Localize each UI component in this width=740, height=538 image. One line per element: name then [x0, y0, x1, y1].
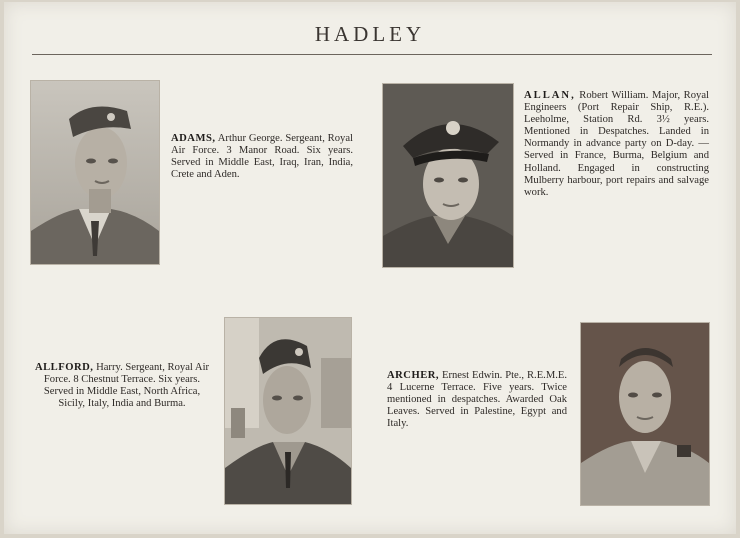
details-adams: Arthur George. Sergeant, Royal Air Force. 3 Manor Road. Six years. Served in Middle East, Iraq, Iran, India, Crete and Aden.: [171, 133, 353, 181]
surname-allan: ALLAN,: [524, 90, 576, 101]
document-page: [4, 2, 736, 534]
details-allan: Robert William. Major, Royal Engineers (Port Repair Ship, R.E.). Leeholme, Station Rd. 3½ years. Mentioned in Despatches. Landed in Normandy in advance party on D-day. — Served in France, Burma, Belgium and Holland. Engaged in constructing Mulberry harbour, port repairs and salvage work.: [524, 90, 709, 198]
entry-adams: [171, 133, 353, 181]
entry-allford: [32, 362, 212, 410]
surname-archer: ARCHER,: [387, 370, 440, 381]
archer-portrait-photo: [580, 322, 710, 506]
allford-portrait-photo: [224, 317, 352, 505]
entry-archer: [387, 370, 567, 430]
title-rule: [32, 54, 712, 55]
surname-adams: ADAMS,: [171, 133, 216, 144]
details-archer: Ernest Edwin. Pte., R.E.M.E. 4 Lucerne Terrace. Five years. Twice mentioned in despatches. Awarded Oak Leaves. Served in Palestine, Egypt and Italy.: [387, 370, 568, 430]
entry-allan: [524, 90, 709, 199]
surname-allford: ALLFORD,: [34, 362, 94, 373]
adams-portrait-photo: [30, 80, 160, 265]
allan-portrait-photo: [382, 83, 514, 268]
page-title: HADLEY: [314, 22, 426, 46]
details-allford: Harry. Sergeant, Royal Air Force. 8 Chestnut Terrace. Six years. Served in Middle East, North Africa, Sicily, Italy, India and Burma.: [43, 362, 210, 410]
